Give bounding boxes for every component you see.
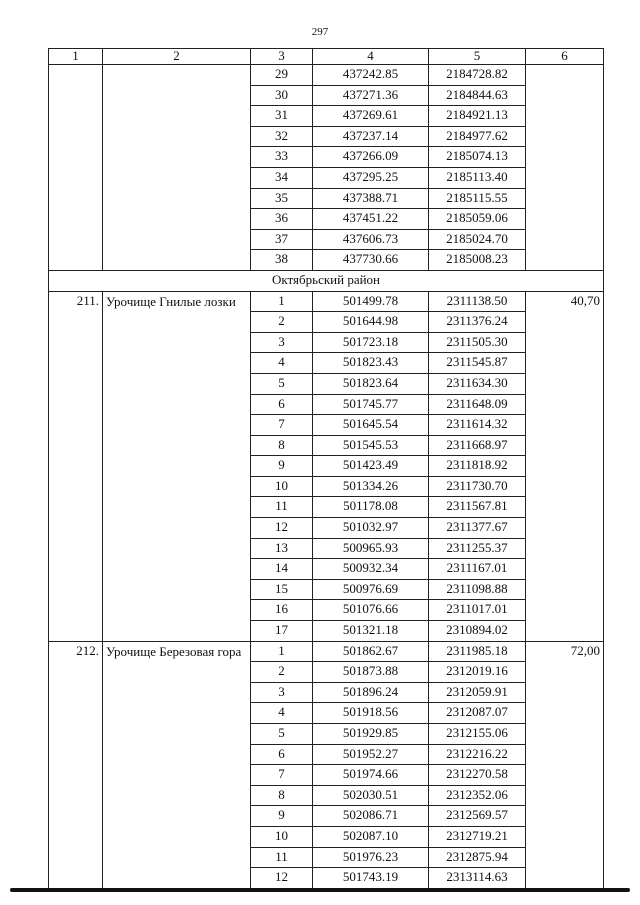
y-coordinate: 2312719.21: [429, 826, 526, 847]
x-coordinate: 502030.51: [313, 785, 429, 806]
x-coordinate: 437266.09: [313, 147, 429, 168]
y-coordinate: 2311376.24: [429, 312, 526, 333]
y-coordinate: 2311505.30: [429, 332, 526, 353]
point-number: 13: [251, 538, 313, 559]
point-number: 2: [251, 662, 313, 683]
x-coordinate: 501645.54: [313, 415, 429, 436]
x-coordinate: 500976.69: [313, 579, 429, 600]
x-coordinate: 500965.93: [313, 538, 429, 559]
y-coordinate: 2310894.02: [429, 621, 526, 642]
site-number: 212.: [49, 641, 103, 888]
y-coordinate: 2185008.23: [429, 250, 526, 271]
site-number: 211.: [49, 291, 103, 641]
point-number: 7: [251, 765, 313, 786]
y-coordinate: 2311985.18: [429, 641, 526, 662]
table-row: [49, 291, 604, 312]
x-coordinate: 501823.43: [313, 353, 429, 374]
y-coordinate: 2313114.63: [429, 868, 526, 889]
x-coordinate: 501929.85: [313, 724, 429, 745]
point-number: 9: [251, 456, 313, 477]
x-coordinate: 501974.66: [313, 765, 429, 786]
x-coordinate: 501743.19: [313, 868, 429, 889]
y-coordinate: 2312059.91: [429, 682, 526, 703]
y-coordinate: 2312155.06: [429, 724, 526, 745]
y-coordinate: 2184977.62: [429, 126, 526, 147]
point-number: 6: [251, 394, 313, 415]
point-number: 10: [251, 826, 313, 847]
point-number: 5: [251, 373, 313, 394]
point-number: 30: [251, 85, 313, 106]
point-number: 4: [251, 353, 313, 374]
x-coordinate: 437730.66: [313, 250, 429, 271]
y-coordinate: 2184844.63: [429, 85, 526, 106]
x-coordinate: 500932.34: [313, 559, 429, 580]
empty-cell: [103, 65, 251, 271]
y-coordinate: 2311614.32: [429, 415, 526, 436]
point-number: 16: [251, 600, 313, 621]
y-coordinate: 2312875.94: [429, 847, 526, 868]
y-coordinate: 2312270.58: [429, 765, 526, 786]
site-name: Урочище Березовая гора: [103, 641, 251, 888]
point-number: 32: [251, 126, 313, 147]
y-coordinate: 2311017.01: [429, 600, 526, 621]
point-number: 11: [251, 497, 313, 518]
point-number: 8: [251, 785, 313, 806]
point-number: 36: [251, 209, 313, 230]
column-header: 1: [49, 49, 103, 65]
table-body: [49, 49, 604, 889]
y-coordinate: 2311377.67: [429, 518, 526, 539]
y-coordinate: 2311167.01: [429, 559, 526, 580]
point-number: 4: [251, 703, 313, 724]
y-coordinate: 2185059.06: [429, 209, 526, 230]
point-number: 17: [251, 621, 313, 642]
y-coordinate: 2311255.37: [429, 538, 526, 559]
column-header: 6: [526, 49, 604, 65]
district-heading: Октябрьский район: [49, 270, 604, 291]
point-number: 2: [251, 312, 313, 333]
y-coordinate: 2311648.09: [429, 394, 526, 415]
site-area: 40,70: [526, 291, 604, 641]
point-number: 33: [251, 147, 313, 168]
empty-cell: [49, 65, 103, 271]
x-coordinate: 501862.67: [313, 641, 429, 662]
point-number: 11: [251, 847, 313, 868]
point-number: 35: [251, 188, 313, 209]
y-coordinate: 2311730.70: [429, 476, 526, 497]
x-coordinate: 501545.53: [313, 435, 429, 456]
y-coordinate: 2311545.87: [429, 353, 526, 374]
column-number-row: [49, 49, 604, 65]
column-header: 3: [251, 49, 313, 65]
y-coordinate: 2311818.92: [429, 456, 526, 477]
x-coordinate: 501823.64: [313, 373, 429, 394]
x-coordinate: 501178.08: [313, 497, 429, 518]
point-number: 12: [251, 518, 313, 539]
y-coordinate: 2185024.70: [429, 229, 526, 250]
x-coordinate: 501745.77: [313, 394, 429, 415]
x-coordinate: 502086.71: [313, 806, 429, 827]
point-number: 9: [251, 806, 313, 827]
point-number: 29: [251, 65, 313, 86]
y-coordinate: 2184728.82: [429, 65, 526, 86]
x-coordinate: 501723.18: [313, 332, 429, 353]
y-coordinate: 2312352.06: [429, 785, 526, 806]
x-coordinate: 437295.25: [313, 167, 429, 188]
x-coordinate: 501918.56: [313, 703, 429, 724]
point-number: 34: [251, 167, 313, 188]
x-coordinate: 437242.85: [313, 65, 429, 86]
x-coordinate: 501423.49: [313, 456, 429, 477]
x-coordinate: 501076.66: [313, 600, 429, 621]
point-number: 8: [251, 435, 313, 456]
point-number: 5: [251, 724, 313, 745]
column-header: 2: [103, 49, 251, 65]
bottom-rule: [10, 888, 630, 892]
page-number: 297: [311, 26, 329, 38]
point-number: 37: [251, 229, 313, 250]
y-coordinate: 2184921.13: [429, 106, 526, 127]
y-coordinate: 2312087.07: [429, 703, 526, 724]
x-coordinate: 502087.10: [313, 826, 429, 847]
site-area: 72,00: [526, 641, 604, 888]
point-number: 6: [251, 744, 313, 765]
x-coordinate: 437606.73: [313, 229, 429, 250]
x-coordinate: 501032.97: [313, 518, 429, 539]
x-coordinate: 501976.23: [313, 847, 429, 868]
district-row: [49, 270, 604, 291]
x-coordinate: 437269.61: [313, 106, 429, 127]
x-coordinate: 501334.26: [313, 476, 429, 497]
point-number: 14: [251, 559, 313, 580]
y-coordinate: 2311098.88: [429, 579, 526, 600]
y-coordinate: 2311668.97: [429, 435, 526, 456]
x-coordinate: 501873.88: [313, 662, 429, 683]
y-coordinate: 2312019.16: [429, 662, 526, 683]
x-coordinate: 437451.22: [313, 209, 429, 230]
y-coordinate: 2185113.40: [429, 167, 526, 188]
column-header: 5: [429, 49, 526, 65]
point-number: 3: [251, 682, 313, 703]
empty-cell: [526, 65, 604, 271]
y-coordinate: 2311138.50: [429, 291, 526, 312]
x-coordinate: 437388.71: [313, 188, 429, 209]
point-number: 15: [251, 579, 313, 600]
y-coordinate: 2311567.81: [429, 497, 526, 518]
point-number: 12: [251, 868, 313, 889]
y-coordinate: 2311634.30: [429, 373, 526, 394]
x-coordinate: 501499.78: [313, 291, 429, 312]
table-row: [49, 641, 604, 662]
point-number: 38: [251, 250, 313, 271]
x-coordinate: 501644.98: [313, 312, 429, 333]
site-name: Урочище Гнилые лозки: [103, 291, 251, 641]
y-coordinate: 2185074.13: [429, 147, 526, 168]
coordinates-table: [48, 48, 604, 889]
point-number: 10: [251, 476, 313, 497]
x-coordinate: 501952.27: [313, 744, 429, 765]
point-number: 31: [251, 106, 313, 127]
x-coordinate: 501896.24: [313, 682, 429, 703]
y-coordinate: 2185115.55: [429, 188, 526, 209]
x-coordinate: 437271.36: [313, 85, 429, 106]
column-header: 4: [313, 49, 429, 65]
point-number: 3: [251, 332, 313, 353]
x-coordinate: 501321.18: [313, 621, 429, 642]
y-coordinate: 2312569.57: [429, 806, 526, 827]
table-row: [49, 65, 604, 86]
y-coordinate: 2312216.22: [429, 744, 526, 765]
point-number: 1: [251, 641, 313, 662]
point-number: 1: [251, 291, 313, 312]
x-coordinate: 437237.14: [313, 126, 429, 147]
point-number: 7: [251, 415, 313, 436]
